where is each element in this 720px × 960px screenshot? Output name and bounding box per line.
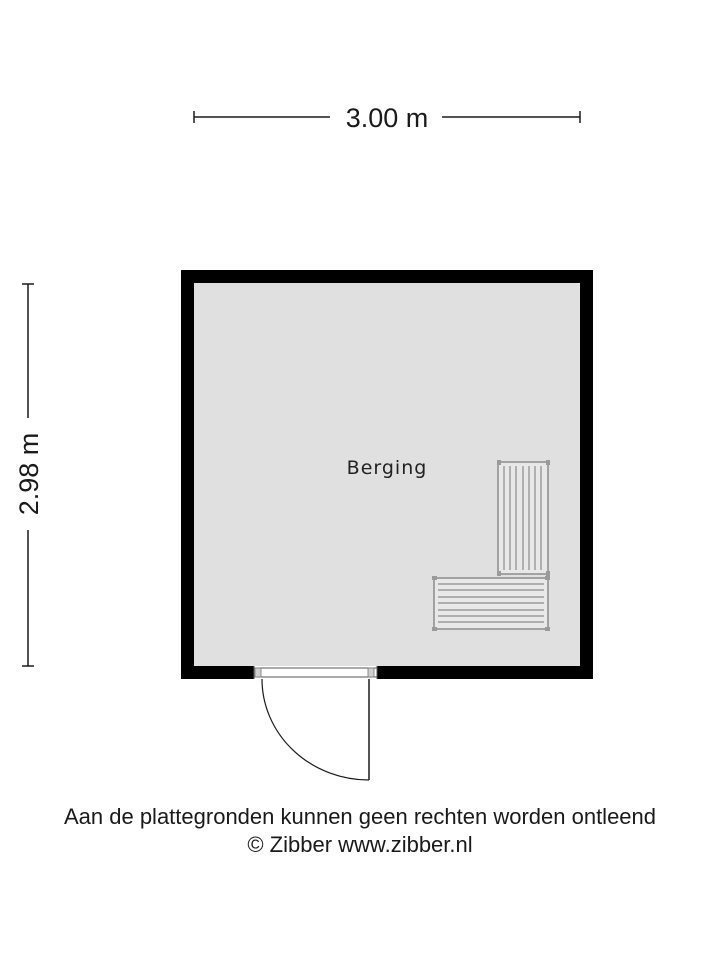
wall-top [181, 270, 593, 283]
width-dimension [194, 103, 580, 133]
wall-bottom-left [181, 666, 254, 679]
door [254, 666, 377, 780]
wall-right [580, 270, 593, 679]
width-dimension-label: 3.00 m [345, 103, 429, 133]
height-dimension-label: 2.98 m [14, 432, 44, 516]
wall-bottom-right [377, 666, 593, 679]
shelf-unit-horizontal [432, 576, 550, 631]
shelf-unit-vertical [497, 460, 550, 576]
disclaimer-text: Aan de plattegronden kunnen geen rechten worden ontleend [63, 804, 657, 829]
copyright-text: © Zibber www.zibber.nl [247, 832, 473, 857]
height-dimension [14, 284, 44, 666]
room-label-berging: Berging [346, 457, 428, 479]
wall-left [181, 270, 194, 679]
door-swing-arc [262, 679, 369, 780]
